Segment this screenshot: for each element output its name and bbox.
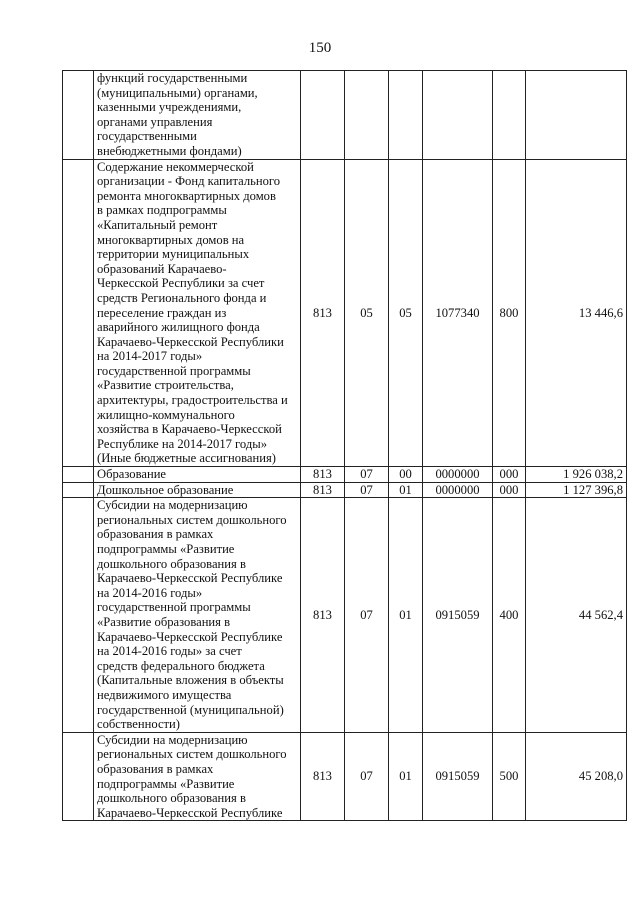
cell-rz: 07 <box>345 467 389 483</box>
cell-rz: 05 <box>345 159 389 466</box>
row-name-line: переселение граждан из <box>97 305 227 320</box>
row-name-line: Образование <box>97 467 167 482</box>
cell-sum: 13 446,6 <box>526 159 627 466</box>
row-name-line: подпрограммы «Развитие <box>97 776 235 791</box>
row-name-line: государственной программы <box>97 363 251 378</box>
row-name-line: функций государственными <box>97 71 248 85</box>
row-name-line: (Капитальные вложения в объекты <box>97 673 284 688</box>
table-row <box>63 159 627 466</box>
row-index-cell <box>63 467 94 483</box>
row-name-line: ремонта многоквартирных домов <box>97 188 276 203</box>
row-name-line: архитектуры, градостроительства и <box>97 393 288 408</box>
cell-grbs <box>301 71 345 160</box>
cell-csr: 0915059 <box>423 732 493 821</box>
row-name-cell <box>94 71 301 160</box>
row-name-cell <box>94 482 301 498</box>
row-name-line: образования в рамках <box>97 527 214 542</box>
row-name-line: подпрограммы «Развитие <box>97 542 235 556</box>
row-name-line: Республике на 2014-2017 годы» <box>97 436 268 451</box>
cell-rz: 07 <box>345 732 389 821</box>
row-name-line: государственной (муниципальной) <box>97 702 284 717</box>
row-name-line: средств федерального бюджета <box>97 658 265 673</box>
row-name-line: Карачаево-Черкесской Республике <box>97 805 283 820</box>
row-name-line: «Развитие образования в <box>97 614 231 629</box>
row-name-cell <box>94 498 301 733</box>
cell-grbs: 813 <box>301 498 345 733</box>
cell-vr: 800 <box>493 159 526 466</box>
row-name-line: Карачаево-Черкесской Республике <box>97 629 283 644</box>
budget-table <box>62 70 627 821</box>
row-index-cell <box>63 71 94 160</box>
row-name-line: недвижимого имущества <box>97 687 232 702</box>
row-index-cell <box>63 482 94 498</box>
cell-rz: 07 <box>345 498 389 733</box>
row-name-line: образования в рамках <box>97 761 214 776</box>
row-name-line: в рамках подпрограммы <box>97 203 227 218</box>
table-row <box>63 498 627 733</box>
row-index-cell <box>63 159 94 466</box>
cell-pr: 01 <box>389 482 423 498</box>
row-name-line: государственными <box>97 129 197 144</box>
row-name-line: Черкесской Республики за счет <box>97 276 265 291</box>
table-body <box>63 71 627 821</box>
table-row <box>63 71 627 160</box>
row-name-line: Субсидии на модернизацию <box>97 732 248 747</box>
cell-vr: 400 <box>493 498 526 733</box>
cell-sum: 45 208,0 <box>526 732 627 821</box>
table-row <box>63 482 627 498</box>
cell-grbs: 813 <box>301 732 345 821</box>
row-name-line: территории муниципальных <box>97 247 250 262</box>
row-name-line: образований Карачаево- <box>97 261 227 276</box>
table-row <box>63 467 627 483</box>
row-name-cell <box>94 732 301 821</box>
row-name-line: многоквартирных домов на <box>97 232 245 247</box>
cell-csr: 1077340 <box>423 159 493 466</box>
page-number: 150 <box>308 40 332 56</box>
row-name-line: казенными учреждениями, <box>97 100 242 115</box>
row-name-line: организации - Фонд капитального <box>97 174 281 189</box>
row-name-line: на 2014-2016 годы» за счет <box>97 644 242 659</box>
row-name-line: (Иные бюджетные ассигнования) <box>97 451 276 466</box>
row-name-line: органами управления <box>97 114 213 129</box>
cell-vr: 000 <box>493 482 526 498</box>
row-name-line: дошкольного образования в <box>97 791 246 806</box>
cell-sum: 1 127 396,8 <box>526 482 627 498</box>
cell-csr: 0915059 <box>423 498 493 733</box>
row-name-line: жилищно-коммунального <box>97 407 235 422</box>
row-name-line: «Развитие строительства, <box>97 378 234 393</box>
row-index-cell <box>63 498 94 733</box>
cell-csr <box>423 71 493 160</box>
cell-vr: 500 <box>493 732 526 821</box>
row-name-line: Дошкольное образование <box>97 482 234 497</box>
row-name-line: (муниципальными) органами, <box>97 85 258 100</box>
cell-grbs: 813 <box>301 159 345 466</box>
row-name-line: средств Регионального фонда и <box>97 290 267 305</box>
cell-pr: 00 <box>389 467 423 483</box>
row-name-line: «Капитальный ремонт <box>97 217 218 232</box>
row-name-line: Субсидии на модернизацию <box>97 498 248 513</box>
cell-rz: 07 <box>345 482 389 498</box>
cell-csr: 0000000 <box>423 482 493 498</box>
row-name-line: на 2014-2016 годы» <box>97 585 203 600</box>
row-name-line: внебюджетными фондами) <box>97 143 242 158</box>
cell-grbs: 813 <box>301 467 345 483</box>
row-name-line: Карачаево-Черкесской Республики <box>97 334 284 349</box>
row-name-line: региональных систем дошкольного <box>97 512 287 527</box>
cell-vr: 000 <box>493 467 526 483</box>
cell-csr: 0000000 <box>423 467 493 483</box>
cell-sum: 44 562,4 <box>526 498 627 733</box>
row-name-line: собственности) <box>97 717 180 732</box>
row-name-line: на 2014-2017 годы» <box>97 349 203 364</box>
row-name-line: государственной программы <box>97 600 251 615</box>
cell-pr: 01 <box>389 498 423 733</box>
cell-vr <box>493 71 526 160</box>
cell-pr: 01 <box>389 732 423 821</box>
row-name-line: региональных систем дошкольного <box>97 747 287 762</box>
row-name-line: Карачаево-Черкесской Республике <box>97 571 283 586</box>
cell-sum: 1 926 038,2 <box>526 467 627 483</box>
row-name-line: хозяйства в Карачаево-Черкесской <box>97 422 282 437</box>
cell-rz <box>345 71 389 160</box>
row-name-line: аварийного жилищного фонда <box>97 320 260 335</box>
row-name-line: Содержание некоммерческой <box>97 159 254 174</box>
cell-pr: 05 <box>389 159 423 466</box>
row-name-cell <box>94 159 301 466</box>
row-name-line: дошкольного образования в <box>97 556 246 571</box>
cell-sum <box>526 71 627 160</box>
cell-grbs: 813 <box>301 482 345 498</box>
cell-pr <box>389 71 423 160</box>
row-name-cell <box>94 467 301 483</box>
table-row <box>63 732 627 821</box>
row-index-cell <box>63 732 94 821</box>
